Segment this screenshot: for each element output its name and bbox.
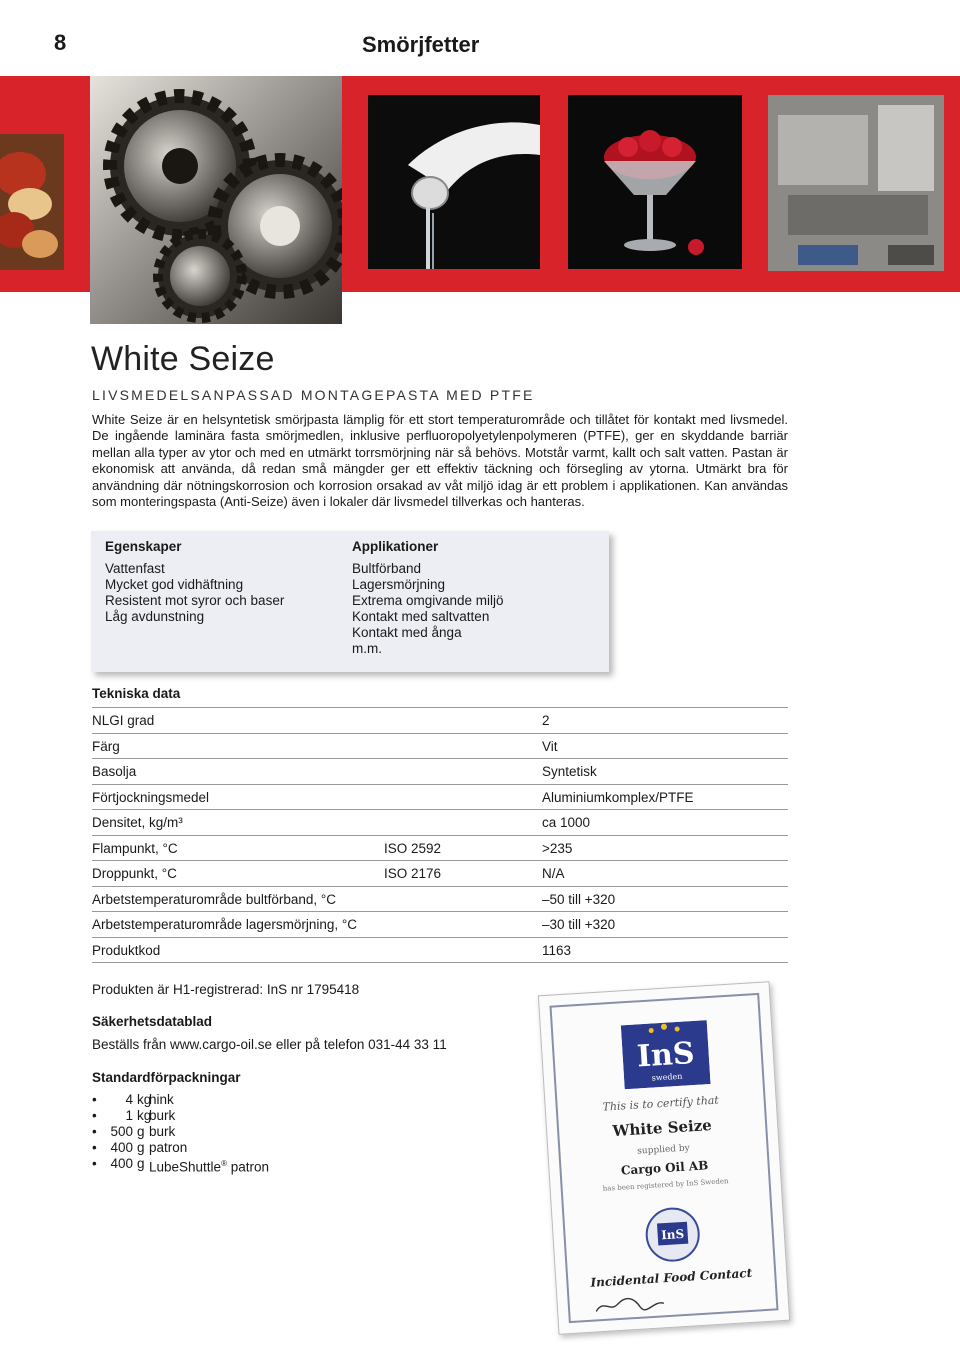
list-item: Mycket god vidhäftning [105, 577, 244, 592]
list-item: Vattenfast [105, 561, 165, 576]
table-row [92, 734, 788, 760]
properties-list [105, 561, 284, 625]
pack-unit: g [137, 1156, 145, 1171]
bullet: • [92, 1124, 97, 1139]
pack-name [149, 1156, 269, 1176]
value-cell: 2 [542, 713, 550, 728]
product-description: White Seize är en helsyntetisk smörjpasta lämplig för ett stort temperaturområde och tillåtet för kontakt med livsmedel. De ingående laminära fasta smörjmedlen, inklusive perfluoropolyetylenpolymeren (PTFE), ger en skyddande barriär mellan alla typer av ytor och med en utmärkt torrsmörjning när så behövs. Motstår varmt, kallt och salt vatten. Pastan är ekonomisk att använda, då redan små mängder ger ett effektiv täckning och försegling av ytorna. Utmärkt bra för användning där nötningskorrosion och korrosion orsakad av våt miljö idag är ett problem i applikationen. Kan användas som monteringspasta (Anti-Seize) även i lokaler där livsmedel tillverkas och hanteras. [92, 412, 788, 510]
certificate-border [549, 993, 778, 1323]
section-title: Smörjfetter [362, 32, 480, 57]
safety-datasheet-text: Beställs från www.cargo-oil.se eller på telefon 031-44 33 11 [92, 1037, 447, 1052]
value-cell: –50 till +320 [542, 891, 616, 907]
pack-unit: kg [137, 1092, 152, 1107]
property-cell: Droppunkt, °C [92, 866, 177, 881]
ins-logo [621, 1020, 711, 1089]
pouring-water-photo [368, 95, 540, 269]
table-row [92, 836, 788, 862]
pack-qty: 400 [110, 1140, 133, 1155]
value-cell: Syntetisk [542, 764, 597, 779]
table-row [92, 938, 788, 964]
property-cell: Flampunkt, °C [92, 840, 178, 856]
technical-data-heading: Tekniska data [92, 686, 181, 701]
pack-name: patron [149, 1140, 188, 1155]
table-row [92, 810, 788, 836]
pack-unit: g [137, 1124, 145, 1139]
table-row [92, 887, 788, 913]
pack-qty: 4 [125, 1092, 133, 1107]
certificate-footer: Incidental Food Contact [590, 1265, 753, 1290]
bullet: • [92, 1156, 97, 1171]
food-photo [0, 134, 64, 270]
value-cell: Aluminiumkomplex/PTFE [542, 789, 694, 805]
list-item: m.m. [352, 641, 382, 656]
certificate-seal [636, 1205, 709, 1265]
seal-text: InS [660, 1226, 685, 1243]
value-cell: ca 1000 [542, 815, 591, 830]
safety-datasheet-heading: Säkerhetsdatablad [92, 1014, 213, 1029]
pack-qty: 1 [125, 1108, 133, 1123]
pack-suffix: patron [230, 1159, 270, 1175]
pack-qty: 500 [110, 1124, 133, 1139]
table-row [92, 708, 788, 734]
property-cell: Produktkod [92, 942, 161, 958]
value-cell: >235 [542, 840, 573, 856]
value-cell: 1163 [542, 942, 572, 958]
strawberry-bowl-photo [568, 95, 742, 269]
table-row [92, 759, 788, 785]
feature-box [91, 531, 609, 672]
logo-text: InS [635, 1035, 696, 1075]
bullet: • [92, 1140, 97, 1155]
list-item: Bultförband [352, 561, 422, 576]
value-cell: Vit [542, 738, 558, 754]
pack-unit: kg [137, 1108, 152, 1123]
technical-data-table [92, 707, 788, 963]
pack-qty: 400 [110, 1156, 133, 1171]
bullet: • [92, 1108, 97, 1123]
property-cell: NLGI grad [92, 713, 155, 728]
value-cell: N/A [542, 866, 565, 881]
logo-subtext: sweden [651, 1071, 683, 1083]
property-cell: Densitet, kg/m³ [92, 815, 183, 830]
pack-name: burk [149, 1108, 176, 1123]
pack-brand: LubeShuttle [149, 1159, 222, 1175]
property-cell: Arbetstemperaturområde bultförband, °C [92, 891, 337, 907]
page-number: 8 [54, 30, 67, 55]
method-cell: ISO 2176 [384, 866, 442, 881]
applications-heading: Applikationer [352, 539, 439, 554]
certificate-product: White Seize [612, 1116, 713, 1141]
certificate-company: Cargo Oil AB [620, 1158, 709, 1178]
properties-heading: Egenskaper [105, 539, 182, 554]
list-item: Lagersmörjning [352, 577, 446, 592]
table-row [92, 912, 788, 938]
table-row [92, 861, 788, 887]
pack-name: hink [149, 1092, 174, 1107]
pack-unit: g [137, 1140, 145, 1155]
pack-name: burk [149, 1124, 176, 1139]
h1-registration-text: Produkten är H1-registrerad: InS nr 1795418 [92, 982, 360, 997]
signature-icon [593, 1293, 666, 1315]
list-item: Låg avdunstning [105, 609, 205, 624]
value-cell: –30 till +320 [542, 917, 616, 932]
machine-photo [768, 95, 944, 271]
list-item: Kontakt med saltvatten [352, 609, 490, 624]
registered-mark: ® [221, 1159, 227, 1168]
property-cell: Förtjockningsmedel [92, 789, 210, 805]
list-item: Kontakt med ånga [352, 625, 462, 640]
packaging-heading: Standardförpackningar [92, 1070, 241, 1085]
property-cell: Arbetstemperaturområde lagersmörjning, °C [92, 917, 358, 932]
gears-photo [90, 76, 342, 324]
certificate-intro: This is to certify that [602, 1093, 720, 1114]
method-cell: ISO 2592 [384, 840, 442, 856]
property-cell: Färg [92, 738, 120, 754]
certificate-supplied-by: supplied by [637, 1143, 691, 1157]
certificate-image [538, 981, 790, 1335]
list-item: Extrema omgivande miljö [352, 593, 504, 608]
product-subtitle: LIVSMEDELSANPASSAD MONTAGEPASTA MED PTFE [92, 387, 535, 403]
certificate-note: has been registered by InS Sweden [602, 1177, 729, 1193]
bullet: • [92, 1092, 97, 1107]
applications-list [352, 561, 504, 657]
table-row [92, 785, 788, 811]
list-item: Resistent mot syror och baser [105, 593, 285, 608]
product-title: White Seize [91, 340, 275, 378]
property-cell: Basolja [92, 764, 137, 779]
